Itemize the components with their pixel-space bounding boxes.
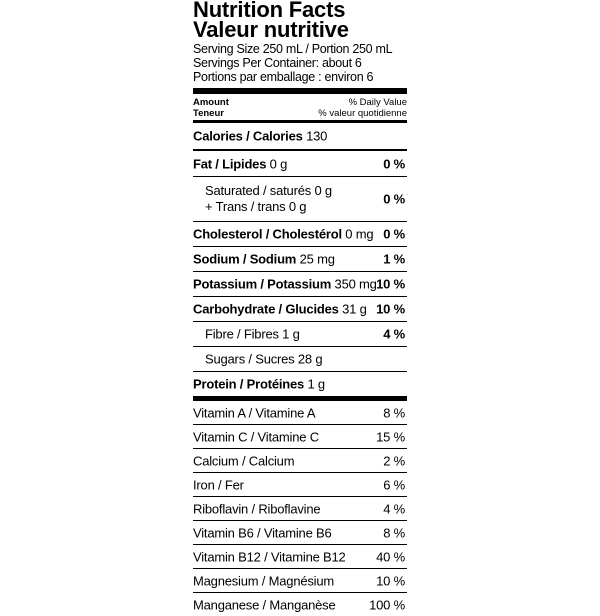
vitamin-dv: 40 % <box>376 549 405 564</box>
saturated-label: Saturated / saturés 0 g <box>205 183 332 198</box>
title-english: Nutrition Facts <box>193 0 346 22</box>
vitamin-dv: 4 % <box>383 501 405 516</box>
nutrition-facts-panel <box>193 0 407 612</box>
fat-label: Fat / Lipides <box>193 156 267 171</box>
vitamin-label: Manganese / Manganèse <box>193 597 336 612</box>
vitamin-label: Iron / Fer <box>193 477 244 492</box>
vitamin-label: Magnesium / Magnésium <box>193 573 335 588</box>
cholesterol-dv: 0 % <box>383 226 405 242</box>
vitamin-row <box>193 568 407 592</box>
fat-amount: 0 g <box>269 156 288 171</box>
amount-header <box>193 97 229 119</box>
carbohydrate-amount: 31 g <box>342 301 367 317</box>
carbohydrate-row <box>193 296 407 321</box>
carbohydrate-label: Carbohydrate / Glucides <box>193 301 339 317</box>
potassium-amount: 350 mg <box>334 276 377 292</box>
vitamin-dv: 8 % <box>383 405 405 420</box>
fat-dv: 0 % <box>383 156 405 171</box>
title-french: Valeur nutritive <box>193 17 349 42</box>
calories-label: Calories / Calories <box>193 128 303 144</box>
protein-row <box>193 371 407 396</box>
potassium-row <box>193 271 407 296</box>
sodium-dv: 1 % <box>383 251 405 267</box>
servings-per-container: Servings Per Container: about 6 <box>193 56 362 70</box>
sugars-label: Sugars / Sucres 28 g <box>205 351 323 367</box>
fibre-dv: 4 % <box>383 326 405 342</box>
vitamin-row <box>193 520 407 544</box>
daily-value-header <box>318 97 407 119</box>
vitamin-row <box>193 424 407 448</box>
vitamin-dv: 6 % <box>383 477 405 492</box>
fibre-row <box>193 321 407 346</box>
serving-info <box>193 42 407 84</box>
vitamin-label: Vitamin B6 / Vitamine B6 <box>193 525 332 540</box>
vitamin-label: Vitamin C / Vitamine C <box>193 429 319 444</box>
dv-label-en: % Daily Value <box>348 97 407 108</box>
potassium-dv: 10 % <box>376 276 405 292</box>
sodium-amount: 25 mg <box>299 251 335 267</box>
saturated-trans-row <box>193 176 407 221</box>
cholesterol-row <box>193 221 407 246</box>
cholesterol-label: Cholesterol / Cholestérol <box>193 226 342 242</box>
carbohydrate-dv: 10 % <box>376 301 405 317</box>
potassium-label: Potassium / Potassium <box>193 276 332 292</box>
vitamin-dv: 2 % <box>383 453 405 468</box>
saturated-dv: 0 % <box>383 191 405 207</box>
fibre-label: Fibre / Fibres 1 g <box>205 326 300 342</box>
protein-label: Protein / Protéines <box>193 376 305 392</box>
amount-label-en: Amount <box>193 97 229 108</box>
vitamin-row <box>193 472 407 496</box>
fat-row <box>193 149 407 176</box>
vitamin-dv: 15 % <box>376 429 405 444</box>
serving-size: Serving Size 250 mL / Portion 250 mL <box>193 42 393 56</box>
calories-row <box>193 120 407 149</box>
calories-value: 130 <box>306 128 328 144</box>
cholesterol-amount: 0 mg <box>345 226 374 242</box>
vitamin-label: Vitamin B12 / Vitamine B12 <box>193 549 346 564</box>
vitamin-label: Vitamin A / Vitamine A <box>193 405 316 420</box>
portions-per-package: Portions par emballage : environ 6 <box>193 70 374 84</box>
sodium-label: Sodium / Sodium <box>193 251 297 267</box>
vitamin-row <box>193 496 407 520</box>
sugars-row <box>193 346 407 371</box>
sodium-row <box>193 246 407 271</box>
vitamin-row <box>193 544 407 568</box>
vitamin-label: Riboflavin / Riboflavine <box>193 501 321 516</box>
vitamin-label: Calcium / Calcium <box>193 453 295 468</box>
trans-label: + Trans / trans 0 g <box>205 199 307 214</box>
vitamin-dv: 100 % <box>369 597 405 612</box>
dv-label-fr: % valeur quotidienne <box>318 108 407 119</box>
protein-amount: 1 g <box>307 376 325 392</box>
vitamin-dv: 10 % <box>376 573 405 588</box>
vitamin-dv: 8 % <box>383 525 405 540</box>
vitamin-row <box>193 448 407 472</box>
amount-label-fr: Teneur <box>193 108 224 119</box>
vitamin-row <box>193 401 407 424</box>
vitamin-row <box>193 592 407 616</box>
column-header <box>193 94 407 120</box>
vitamin-list <box>193 401 407 616</box>
